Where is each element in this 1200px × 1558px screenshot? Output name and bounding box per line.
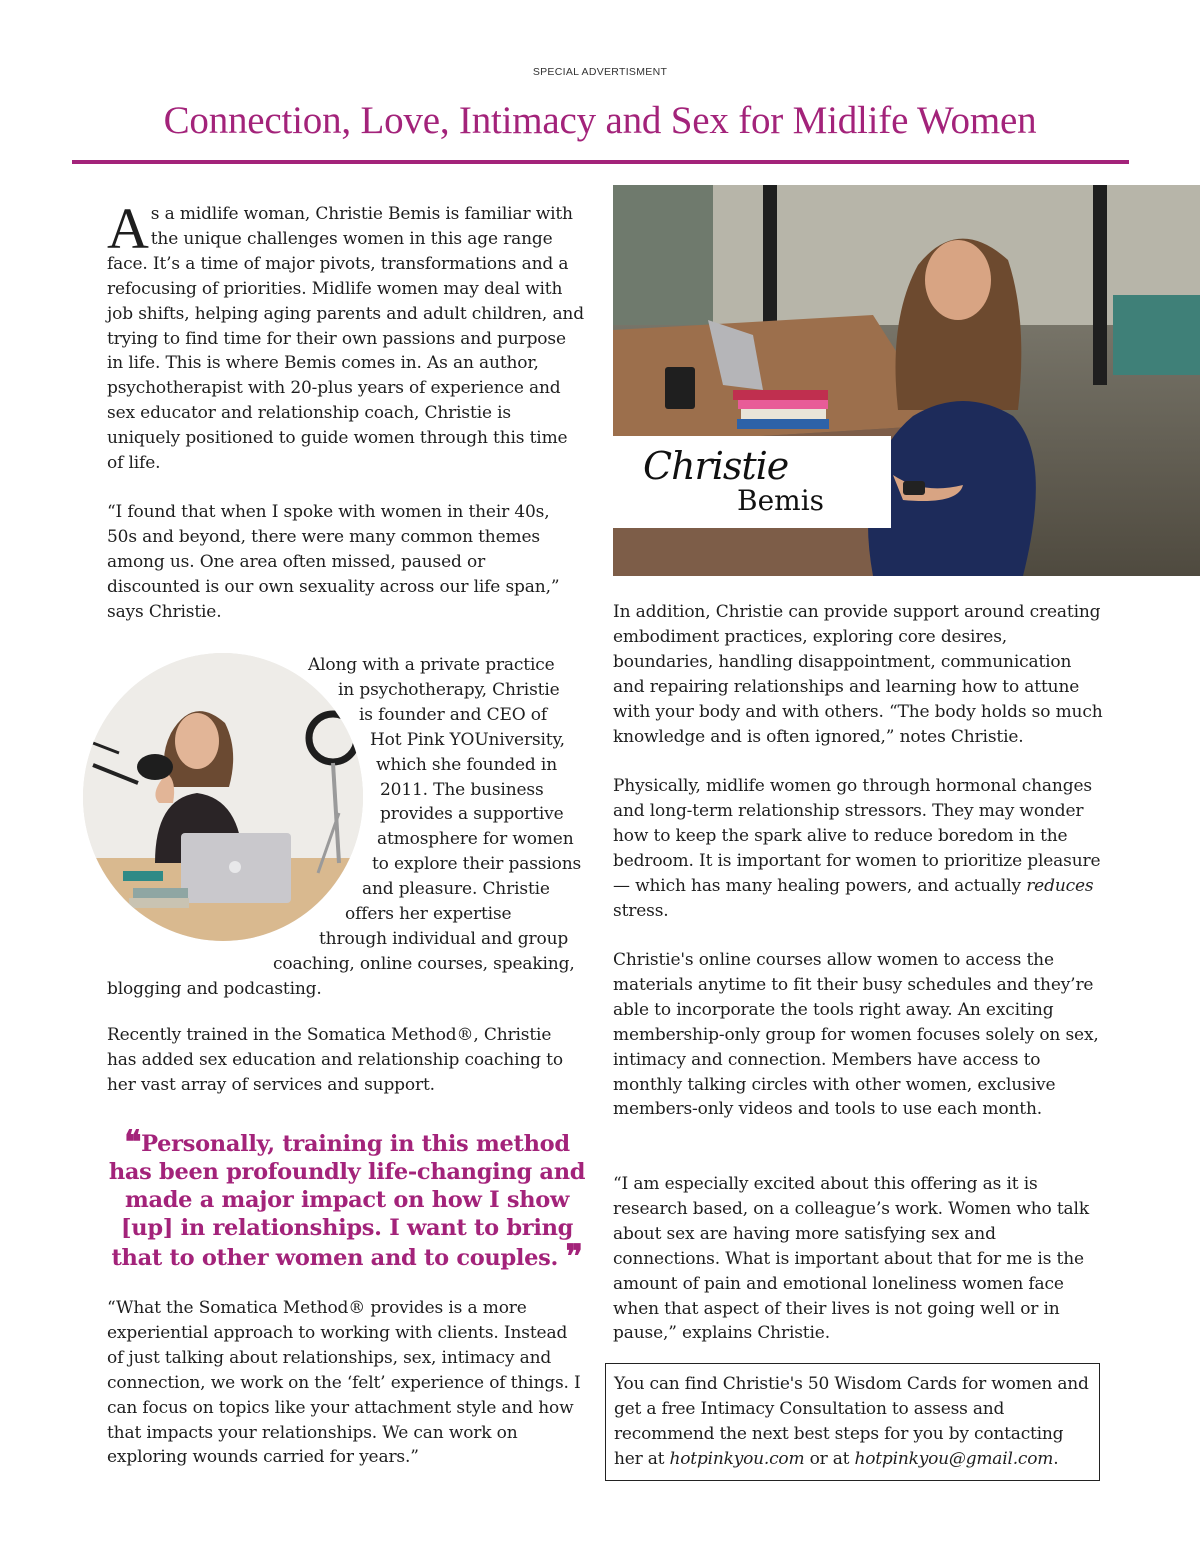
wrap-line: provides a supportive	[380, 804, 564, 825]
wrap-line: to explore their passions	[372, 854, 582, 875]
physical-text: Physically, midlife women go through hormonal changes and long-term relationship stressors. They may wonder how to keep the spark alive to reduce boredom in the bedroom. It is important for women to prioritize pleasure — which has many healing powers, and actually	[613, 776, 1101, 896]
contact-mid: or at	[804, 1448, 855, 1469]
wrap-line: offers her expertise	[345, 904, 512, 925]
close-quote-mark: ❞	[565, 1237, 583, 1275]
website-link[interactable]: hotpinkyou.com	[669, 1448, 805, 1469]
research-paragraph	[613, 1172, 1103, 1346]
open-quote-mark: ❝	[124, 1123, 142, 1161]
embodiment-text: In addition, Christie can provide support around creating embodiment practices, exploring core desires, boundaries, handling disappointment, communication and repairing relationships and learning how to attune with your body and with others. “The body holds so much knowledge and is often ignored,” notes Christie.	[613, 602, 1103, 747]
wrap-line: atmosphere for women	[377, 829, 574, 850]
section-kicker: SPECIAL ADVERTISMENT	[532, 66, 668, 78]
physical-text-end: stress.	[613, 900, 669, 921]
wrap-line: Along with a private practice	[308, 655, 555, 675]
wrap-line: in psychotherapy, Christie	[338, 679, 560, 700]
wrap-line: 2011. The business	[380, 779, 544, 800]
somatica-quote-paragraph	[107, 1296, 585, 1470]
first-quote-paragraph	[107, 500, 569, 625]
physical-emphasis: reduces	[1026, 875, 1094, 896]
wrap-line: through individual and group	[319, 928, 569, 949]
wrap-line: and pleasure. Christie	[362, 879, 550, 900]
somatica-text: Recently trained in the Somatica Method®, Christie has added sex education and relationship coaching to her vast array of services and support.	[107, 1025, 563, 1095]
page-title: Connection, Love, Intimacy and Sex for Midlife Women	[163, 99, 1037, 142]
somatica-quote-text: “What the Somatica Method® provides is a more experiential approach to working with clients. Instead of just talking about relationships, sex, intimacy and connection, we work on the ‘felt’ experience of things. I can focus on topics like your attachment style and how that impacts your relationships. We can work on exploring wounds carried for years.”	[107, 1298, 581, 1468]
title-divider	[72, 160, 1129, 164]
email-link[interactable]: hotpinkyou@gmail.com	[854, 1448, 1054, 1469]
research-text: “I am especially excited about this offering as it is research based, on a colleague’s work. Women who talk about sex are having more satisfying sex and connections. What is important about that for me is the amount of pain and emotional loneliness women face when that aspect of their lives is not going well or in pause,” explains Christie.	[613, 1174, 1089, 1344]
courses-paragraph	[613, 948, 1103, 1122]
wrap-line: Hot Pink YOUniversity,	[370, 729, 565, 750]
embodiment-paragraph	[613, 600, 1103, 749]
contact-end: .	[1053, 1448, 1059, 1469]
hero-photo	[613, 185, 1200, 576]
physical-paragraph	[613, 774, 1103, 923]
wrap-line: coaching, online courses, speaking,	[273, 953, 575, 974]
wrap-line: which she founded in	[376, 754, 557, 775]
wrap-line: is founder and CEO of	[359, 704, 547, 725]
first-quote-text: “I found that when I spoke with women in their 40s, 50s and beyond, there were many common themes among us. One area often missed, paused or discounted is our own sexuality across our life span,” says Christie.	[107, 502, 560, 622]
signature-last-name: Bemis	[737, 484, 825, 517]
drop-cap: A	[107, 196, 149, 261]
courses-text: Christie's online courses allow women to access the materials anytime to fit their busy schedules and they’re able to incorporate the tools right away. An exciting membership-only group for women focuses solely on sex, intimacy and connection. Members have access to monthly talking circles with other women, exclusive members-only videos and tools to use each month.	[613, 950, 1099, 1120]
wrap-line: blogging and podcasting.	[107, 978, 322, 999]
company-paragraph	[107, 653, 585, 1002]
signature-first-name: Christie	[643, 444, 789, 488]
pull-quote-text: Personally, training in this method has been profoundly life-changing and made a major impact on how I show [up] in relationships. I want to bring that to other women and to couples.	[108, 1131, 586, 1271]
signature-panel	[613, 436, 891, 528]
intro-paragraph	[107, 196, 585, 476]
pull-quote	[102, 1123, 592, 1275]
somatica-paragraph	[107, 1023, 585, 1098]
contact-text: You can find Christie's 50 Wisdom Cards for women and get a free Intimacy Consultation to assess and recommend the next best steps for you by contacting her at	[614, 1374, 1089, 1469]
contact-box	[605, 1363, 1100, 1481]
intro-text: s a midlife woman, Christie Bemis is familiar with the unique challenges women in this age range face. It’s a time of major pivots, transformations and a refocusing of priorities. Midlife women may deal with job shifts, helping aging parents and adult children, and trying to find time for their own passions and purpose in life. This is where Bemis comes in. As an author, psychotherapist with 20-plus years of experience and sex educator and relationship coach, Christie is uniquely positioned to guide women through this time of life.	[107, 204, 584, 474]
